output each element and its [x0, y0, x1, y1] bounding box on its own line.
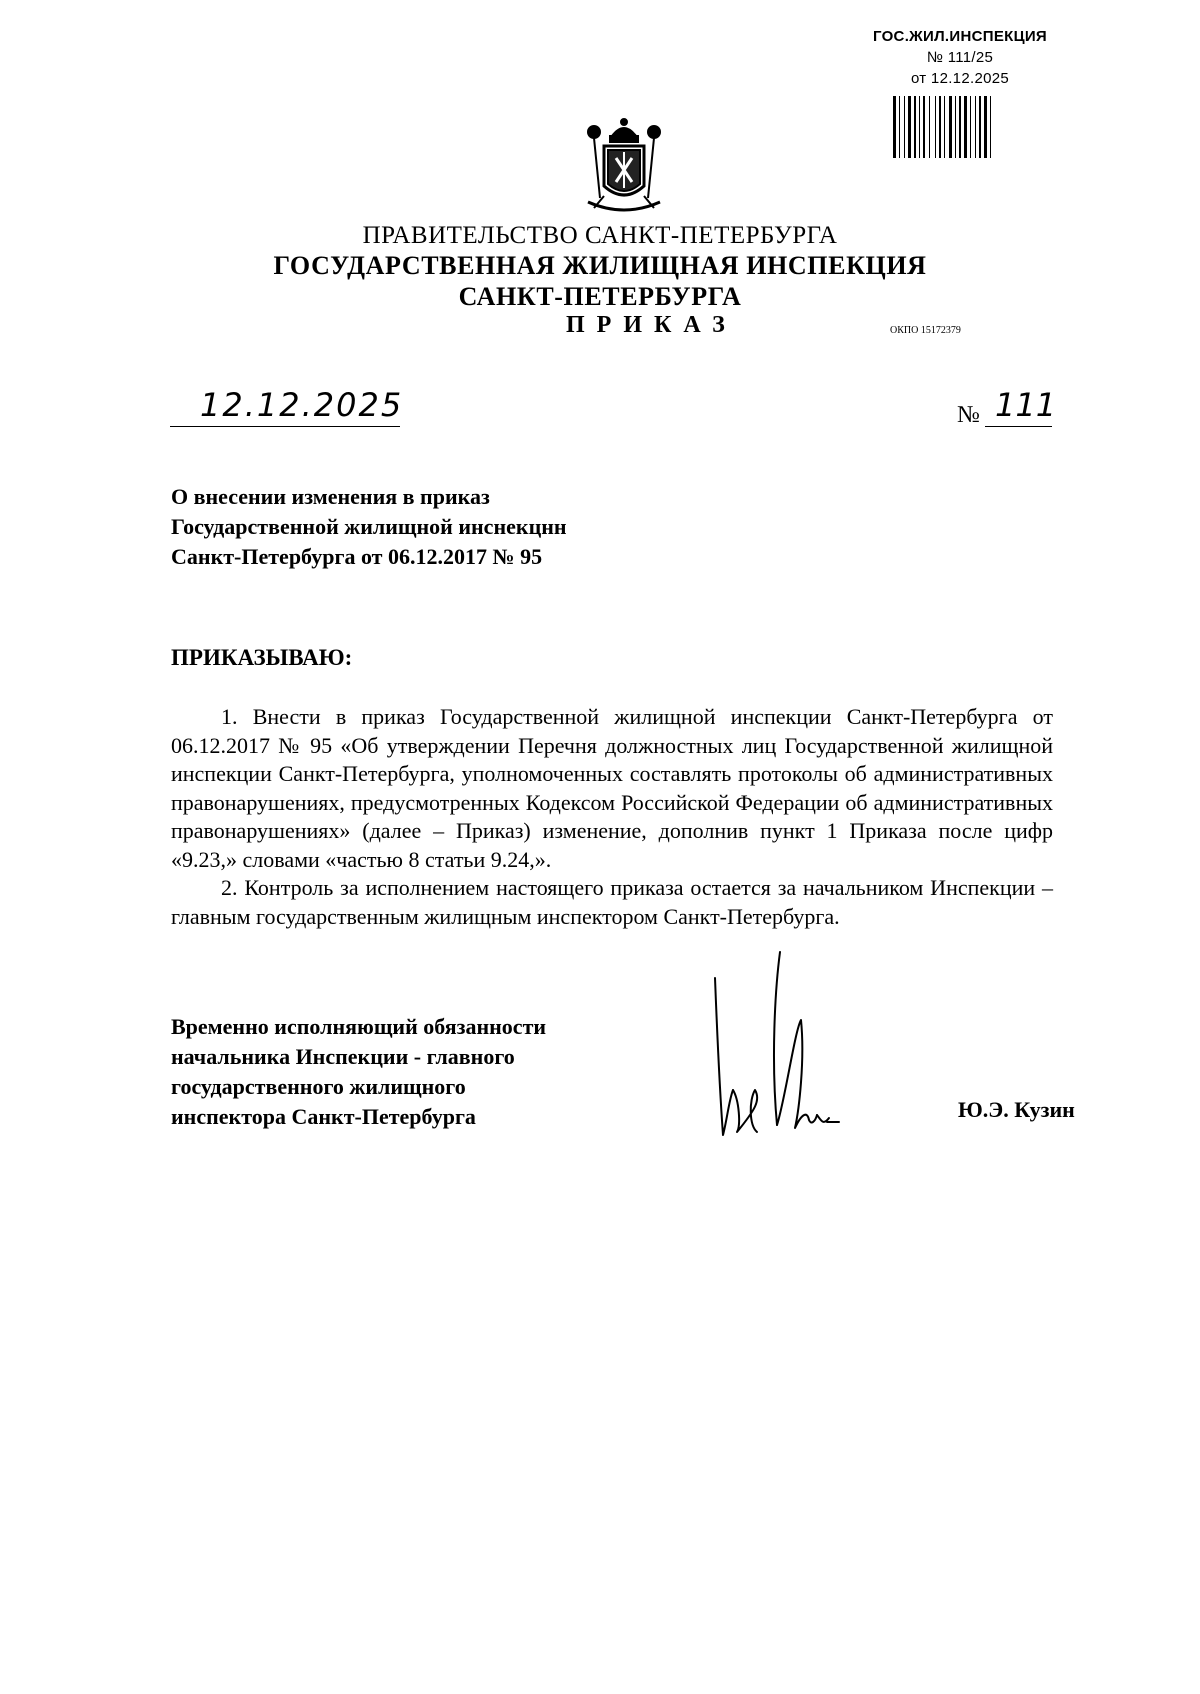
- organization-name-line1: ГОСУДАРСТВЕННАЯ ЖИЛИЩНАЯ ИНСПЕКЦИЯ: [273, 251, 927, 280]
- government-name: ПРАВИТЕЛЬСТВО САНКТ-ПЕТЕРБУРГА: [362, 222, 838, 249]
- organization-name-line2: САНКТ-ПЕТЕРБУРГА: [458, 282, 742, 311]
- order-item-2: 2. Контроль за исполнением настоящего приказа остается за начальником Инспекции – главным государственным жилищным инспектором Санкт-Петербурга.: [171, 875, 1053, 929]
- stamp-date: от 12.12.2025: [910, 70, 1010, 87]
- order-item-1: 1. Внести в приказ Государственной жилищной инспекции Санкт-Петербурга от 06.12.2017 № 95 «Об утверждении Перечня должностных лиц Государственной жилищной инспекции Санкт-Петербурга, уполномоченных составлять протоколы об административных правонарушениях, предусмотренных Кодексом Российской Федерации об административных правонарушениях» (далее – Приказ) изменение, дополнив пункт 1 Приказа после цифр «9.23,» словами «частью 8 статьи 9.24,».: [171, 704, 1053, 872]
- signatory-title-line: инспектора Санкт-Петербурга: [171, 1104, 476, 1129]
- date-underline: [170, 426, 400, 427]
- signatory-title: [171, 1012, 546, 1132]
- coat-of-arms-emblem: [580, 118, 668, 218]
- signatory-name: Ю.Э. Кузин: [958, 1097, 1075, 1122]
- number-label: №: [957, 402, 980, 428]
- signatory-title-line: Временно исполняющий обязанности: [171, 1014, 547, 1039]
- signatory-title-line: государственного жилищного: [171, 1074, 466, 1099]
- order-body: [171, 703, 1053, 931]
- handwritten-signature: [705, 950, 855, 1150]
- signatory-title-line: начальника Инспекции - главного: [171, 1044, 515, 1069]
- subject-block: [171, 482, 567, 572]
- handwritten-date: 12.12.2025: [200, 386, 404, 424]
- barcode: [893, 96, 1043, 158]
- stamp-number: № 111/25: [926, 49, 994, 66]
- number-underline: [985, 426, 1052, 427]
- handwritten-number: 111: [995, 386, 1057, 424]
- stamp-org: ГОС.ЖИЛ.ИНСПЕКЦИЯ: [872, 28, 1047, 45]
- document-type: ПРИКАЗ: [566, 312, 737, 338]
- subject-line: Государственной жилищной инснекцнн: [171, 514, 567, 539]
- order-word: ПРИКАЗЫВАЮ:: [171, 645, 353, 670]
- subject-line: О внесении изменения в приказ: [171, 484, 490, 509]
- subject-line: Санкт-Петербурга от 06.12.2017 № 95: [171, 544, 543, 569]
- okpo-code: ОКПО 15172379: [890, 325, 961, 336]
